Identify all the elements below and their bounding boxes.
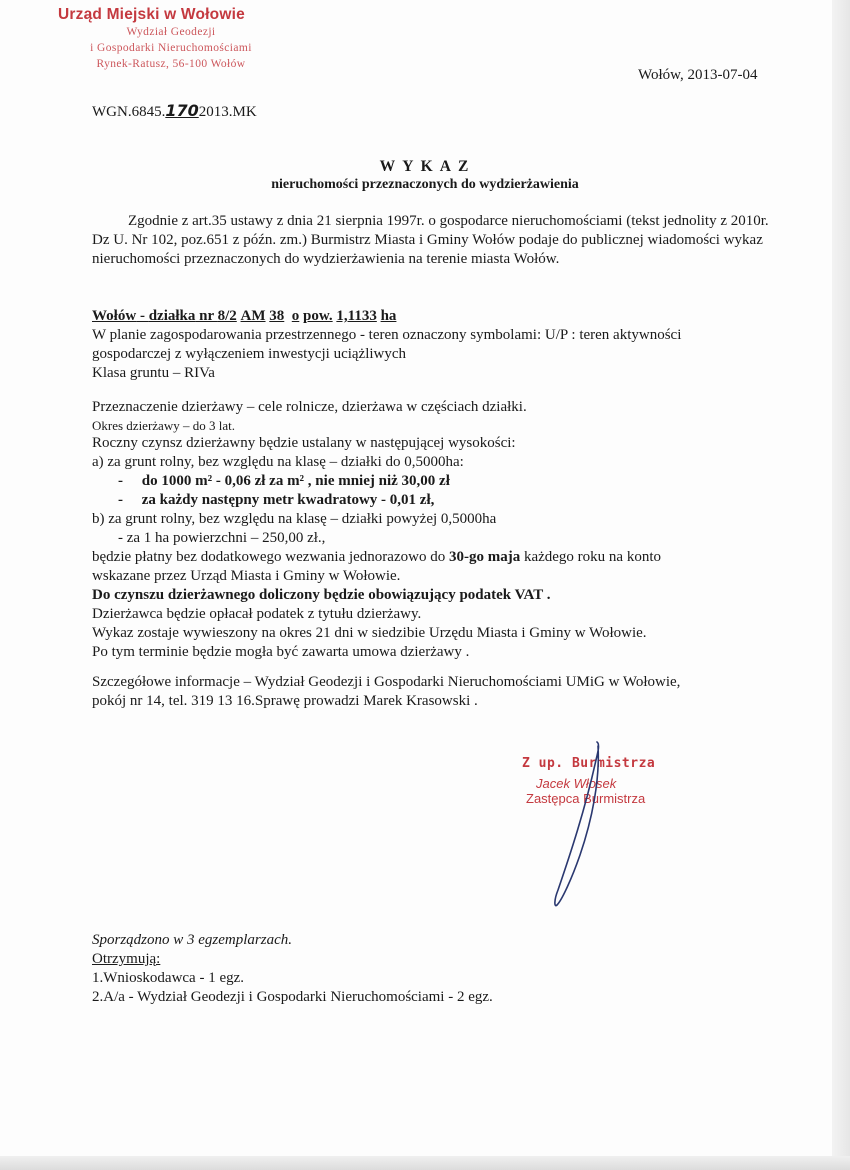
payment-text-2: każdego roku na konto — [520, 549, 661, 565]
display-notice: Wykaz zostaje wywieszony na okres 21 dni w siedzibie Urzędu Miasta i Gminy w Wołowie. — [92, 625, 647, 641]
rent-b-item: - za 1 ha powierzchni – 250,00 zł., — [118, 530, 326, 546]
office-stamp-name: Urząd Miejski w Wołowie — [58, 6, 245, 23]
rent-a-line: a) za grunt rolny, bez względu na klasę – działki do 0,5000ha: — [92, 454, 464, 470]
property-area-unit: ha — [380, 308, 397, 324]
payment-line-2: wskazane przez Urząd Miasta i Gminy w Wołowie. — [92, 568, 401, 584]
rent-intro: Roczny czynsz dzierżawny będzie ustalany w następującej wysokości: — [92, 435, 516, 451]
contract-notice: Po tym terminie będzie mogła być zawarta umowa dzierżawy . — [92, 644, 470, 660]
reference-number — [92, 101, 257, 121]
property-town: Wołów — [92, 308, 137, 324]
property-o-label: o — [291, 308, 300, 324]
details-section — [92, 673, 774, 711]
property-dash: - — [136, 308, 149, 324]
office-stamp-department-2: i Gospodarki Nieruchomościami — [90, 42, 252, 54]
bullet-dash: - — [118, 473, 142, 489]
rent-a-item-1 — [118, 472, 772, 491]
signature-stamp-position: Zastępca Burmistrza — [526, 791, 646, 806]
reference-suffix: 2013.MK — [198, 104, 257, 120]
rent-b-line: b) za grunt rolny, bez względu na klasę – działki powyżej 0,5000ha — [92, 511, 497, 527]
tax-notice: Dzierżawca będzie opłacał podatek z tytułu dzierżawy. — [92, 606, 422, 622]
footer-section — [92, 931, 493, 1007]
handwritten-signature — [540, 740, 620, 910]
property-nr-label: nr — [195, 308, 218, 324]
vat-notice: Do czynszu dzierżawnego doliczony będzie obowiązujący podatek VAT . — [92, 587, 551, 603]
rent-a-item-1-text: do 1000 m² - 0,06 zł za m² , nie mniej niż 30,00 zł — [141, 473, 450, 489]
payment-line — [92, 548, 772, 567]
lease-period: Okres dzierżawy – do 3 lat. — [92, 418, 235, 433]
soil-class: Klasa gruntu – RIVa — [92, 365, 215, 381]
reference-handwritten-number: 170 — [165, 101, 199, 120]
document-title: W Y K A Z — [379, 158, 471, 175]
office-stamp-address: Rynek-Ratusz, 56-100 Wołów — [96, 58, 246, 70]
payment-deadline: 30-go maja — [448, 549, 521, 565]
signature-stamp-name: Jacek Włosek — [536, 776, 617, 791]
property-area-value: 1,1133 — [336, 308, 377, 324]
property-area-label: pow. — [303, 308, 333, 324]
property-heading — [92, 307, 681, 326]
recipients-label: Otrzymują: — [92, 951, 161, 967]
property-plot-number: 8/2 — [217, 308, 237, 324]
recipient-1: 1.Wnioskodawca - 1 egz. — [92, 970, 245, 986]
reference-prefix: WGN.6845. — [92, 104, 166, 120]
zoning-line-1: W planie zagospodarowania przestrzennego - teren oznaczony symbolami: U/P : teren aktywności — [92, 327, 682, 343]
zoning-line-2: gospodarczej z wyłączeniem inwestycji uciążliwych — [92, 346, 407, 362]
property-map-label: AM — [240, 308, 266, 324]
details-line-1: Szczegółowe informacje – Wydział Geodezji i Gospodarki Nieruchomościami UMiG w Wołowie, — [92, 674, 681, 690]
rent-a-item-2 — [118, 491, 772, 510]
property-space-3 — [284, 308, 292, 324]
signature-stamp-title: Z up. Burmistrza — [522, 756, 656, 771]
lease-purpose: Przeznaczenie dzierżawy – cele rolnicze, dzierżawa w częściach działki. — [92, 399, 527, 415]
document-date: Wołów, 2013-07-04 — [638, 67, 758, 83]
property-section — [92, 307, 681, 383]
recipient-2: 2.A/a - Wydział Geodezji i Gospodarki Nieruchomościami - 2 egz. — [92, 989, 493, 1005]
intro-paragraph: Zgodnie z art.35 ustawy z dnia 21 sierpnia 1997r. o gospodarce nieruchomościami (tekst jednolity z 2010r. Dz U. Nr 102, poz.651 z późn. zm.) Burmistrz Miasta i Gminy Wołów podaje do publicznej wiadomości wykaz nieruchomości przeznaczonych do wydzierżawienia na terenie miasta Wołów. — [92, 213, 769, 267]
copies-note: Sporządzono w 3 egzemplarzach. — [92, 932, 293, 948]
details-line-2: pokój nr 14, tel. 319 13 16.Sprawę prowadzi Marek Krasowski . — [92, 693, 478, 709]
property-map-number: 38 — [269, 308, 285, 324]
payment-text-1: będzie płatny bez dodatkowego wezwania jednorazowo do — [92, 549, 449, 565]
rent-a-item-2-text: za każdy następny metr kwadratowy - 0,01 zł, — [141, 492, 435, 508]
office-stamp-department: Wydział Geodezji — [126, 26, 216, 38]
lease-section — [92, 398, 772, 662]
property-plot-label: działka — [148, 308, 196, 324]
bullet-dash: - — [118, 492, 142, 508]
scan-edge-bottom — [0, 1156, 850, 1170]
office-stamp — [56, 6, 286, 72]
document-subtitle: nieruchomości przeznaczonych do wydzierżawienia — [271, 177, 579, 192]
